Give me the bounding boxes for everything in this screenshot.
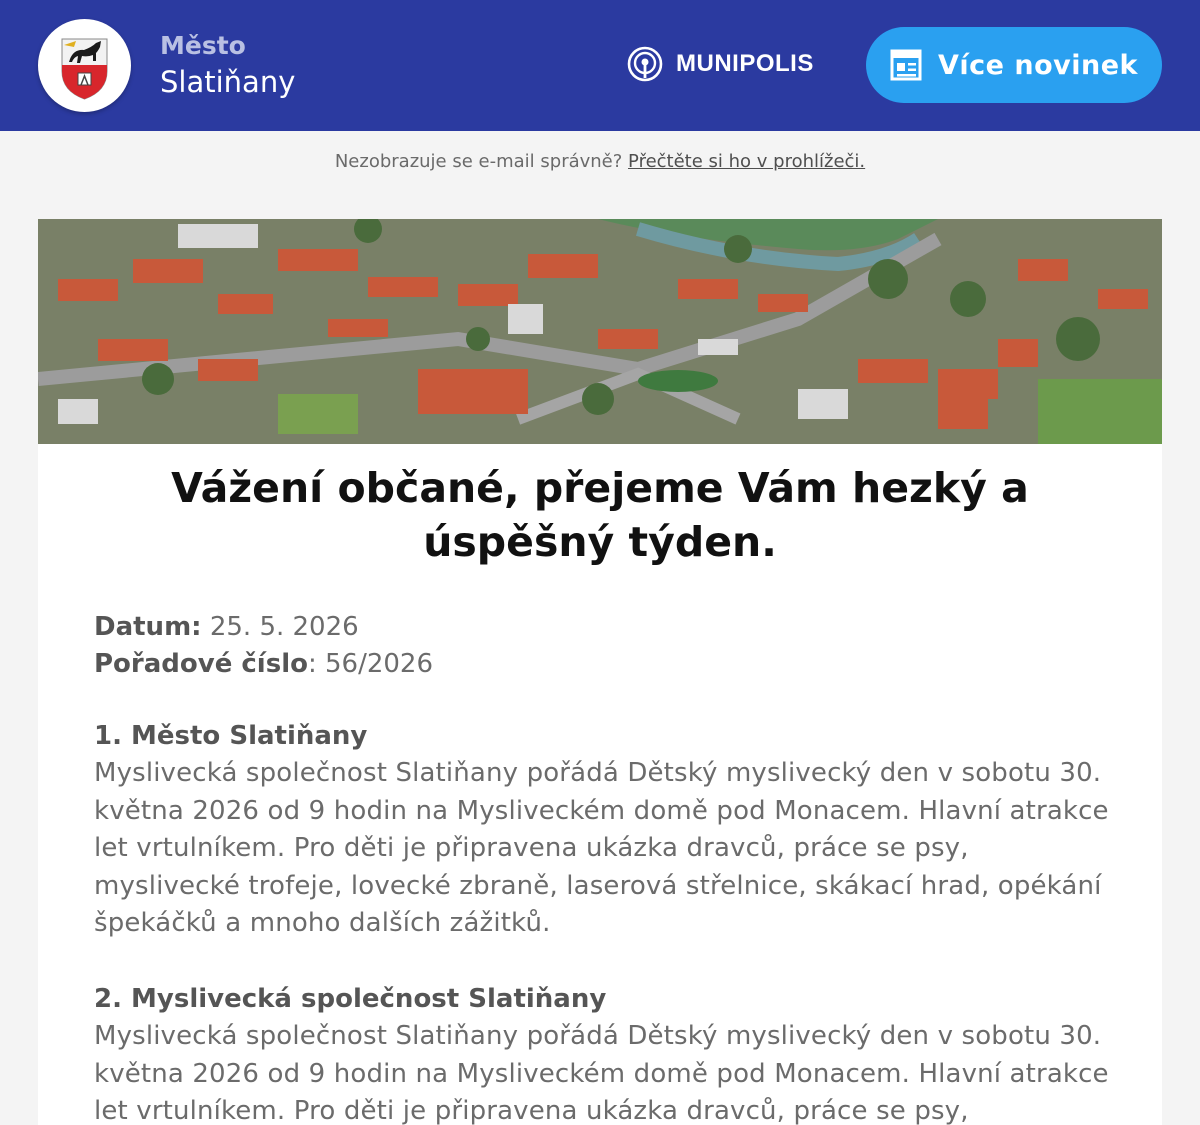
town-prefix: Město: [160, 31, 246, 60]
munipolis-brand[interactable]: [626, 44, 814, 84]
newsletter-card: [38, 219, 1162, 1125]
display-notice: [0, 151, 1200, 172]
newsletter-headline: Vážení občané, přejeme Vám hezký a úspěšný týden.: [171, 464, 1029, 566]
date-label: Datum:: [94, 612, 202, 642]
article-body: Myslivecká společnost Slatiňany pořádá Dětský myslivecký den v sobotu 30. května 2026 od 9 hodin na Mysliveckém domě pod Monacem. Hlavní atrakce let vrtulníkem. Pro děti je připravena ukázka dravců, práce se psy, myslivecké trofeje, lovecké zbraně, laserová střelnice, skákací hrad, opékání špekáčků a mnoho dalších zážitků.: [94, 758, 1109, 938]
article-title: 2. Myslivecká společnost Slatiňany: [94, 984, 607, 1014]
newspaper-icon: [890, 49, 922, 81]
aerial-town-photo: [38, 219, 1162, 444]
munipolis-label: MUNIPOLIS: [676, 50, 814, 77]
more-news-label: Více novinek: [938, 49, 1138, 81]
email-header: [0, 0, 1200, 131]
number-label: Pořadové číslo: [94, 649, 308, 679]
notice-text: Nezobrazuje se e-mail správně?: [334, 151, 629, 172]
article-body: Myslivecká společnost Slatiňany pořádá Dětský myslivecký den v sobotu 30. května 2026 od 9 hodin na Mysliveckém domě pod Monacem. Hlavní atrakce let vrtulníkem. Pro děti je připravena ukázka dravců, práce se psy,: [94, 1021, 1109, 1125]
coat-of-arms-icon: [38, 19, 131, 112]
article-title: 1. Město Slatiňany: [94, 721, 368, 751]
broadcast-icon: [626, 45, 664, 83]
number-value: : 56/2026: [307, 649, 434, 679]
date-row: [94, 609, 433, 646]
number-row: [94, 646, 433, 683]
view-in-browser-link[interactable]: Přečtěte si ho v prohlížeči.: [628, 151, 866, 172]
article-item: [94, 981, 1114, 1125]
more-news-button[interactable]: [866, 27, 1162, 103]
date-value: 25. 5. 2026: [201, 612, 359, 642]
newsletter-meta: [94, 609, 433, 683]
town-coat-of-arms-logo[interactable]: [38, 19, 131, 112]
article-item: [94, 718, 1114, 943]
town-name: Slatiňany: [160, 65, 296, 99]
